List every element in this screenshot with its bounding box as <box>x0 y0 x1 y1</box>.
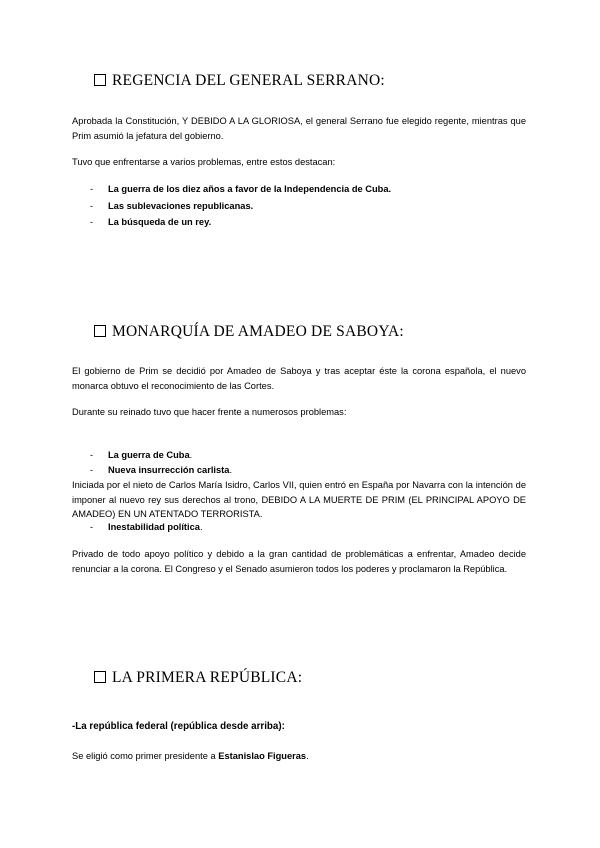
heading-republica: LA PRIMERA REPÚBLICA: <box>94 669 302 687</box>
list-item: - Nueva insurrección carlista. <box>90 465 233 475</box>
paragraph: Iniciada por el nieto de Carlos María Isidro, Carlos VII, quien entró en España por Navarra con la intención de imponer al nuevo rey sus derechos al trono, DEBIDO A LA MUERTE DE PRIM (EL PRINCIPAL APOYO DE AMADEO) EN UN ATENTADO TERRORISTA. <box>72 480 526 520</box>
checkbox-icon <box>94 74 106 86</box>
heading-regencia: REGENCIA DEL GENERAL SERRANO: <box>94 72 385 90</box>
paragraph: Privado de todo apoyo político y debido a la gran cantidad de problemáticas a enfrentar, Amadeo decide renunciar a la corona. El Congreso y el Senado asumieron todos los poderes y proclamaron la República. <box>72 549 526 574</box>
list-item: - Inestabilidad política. <box>90 522 203 532</box>
checkbox-icon <box>94 671 106 683</box>
list-item: - La búsqueda de un rey. <box>90 217 212 227</box>
paragraph: Tuvo que enfrentarse a varios problemas, entre estos destacan: <box>72 157 336 167</box>
heading-amadeo: MONARQUÍA DE AMADEO DE SABOYA: <box>94 323 404 341</box>
subheading: -La república federal (república desde arriba): <box>72 721 285 732</box>
paragraph: Se eligió como primer presidente a Estanislao Figueras. <box>72 751 309 761</box>
list-item: - Las sublevaciones republicanas. <box>90 201 254 211</box>
paragraph: Durante su reinado tuvo que hacer frente a numerosos problemas: <box>72 407 347 417</box>
paragraph: El gobierno de Prim se decidió por Amadeo de Saboya y tras aceptar éste la corona española, el nuevo monarca obtuvo el reconocimiento de las Cortes. <box>72 366 526 391</box>
list-item: - La guerra de Cuba. <box>90 450 193 460</box>
paragraph: Aprobada la Constitución, Y DEBIDO A LA GLORIOSA, el general Serrano fue elegido regente, mientras que Prim asumió la jefatura del gobierno. <box>72 116 526 141</box>
checkbox-icon <box>94 325 106 337</box>
list-item: - La guerra de los diez años a favor de la Independencia de Cuba. <box>90 184 392 194</box>
